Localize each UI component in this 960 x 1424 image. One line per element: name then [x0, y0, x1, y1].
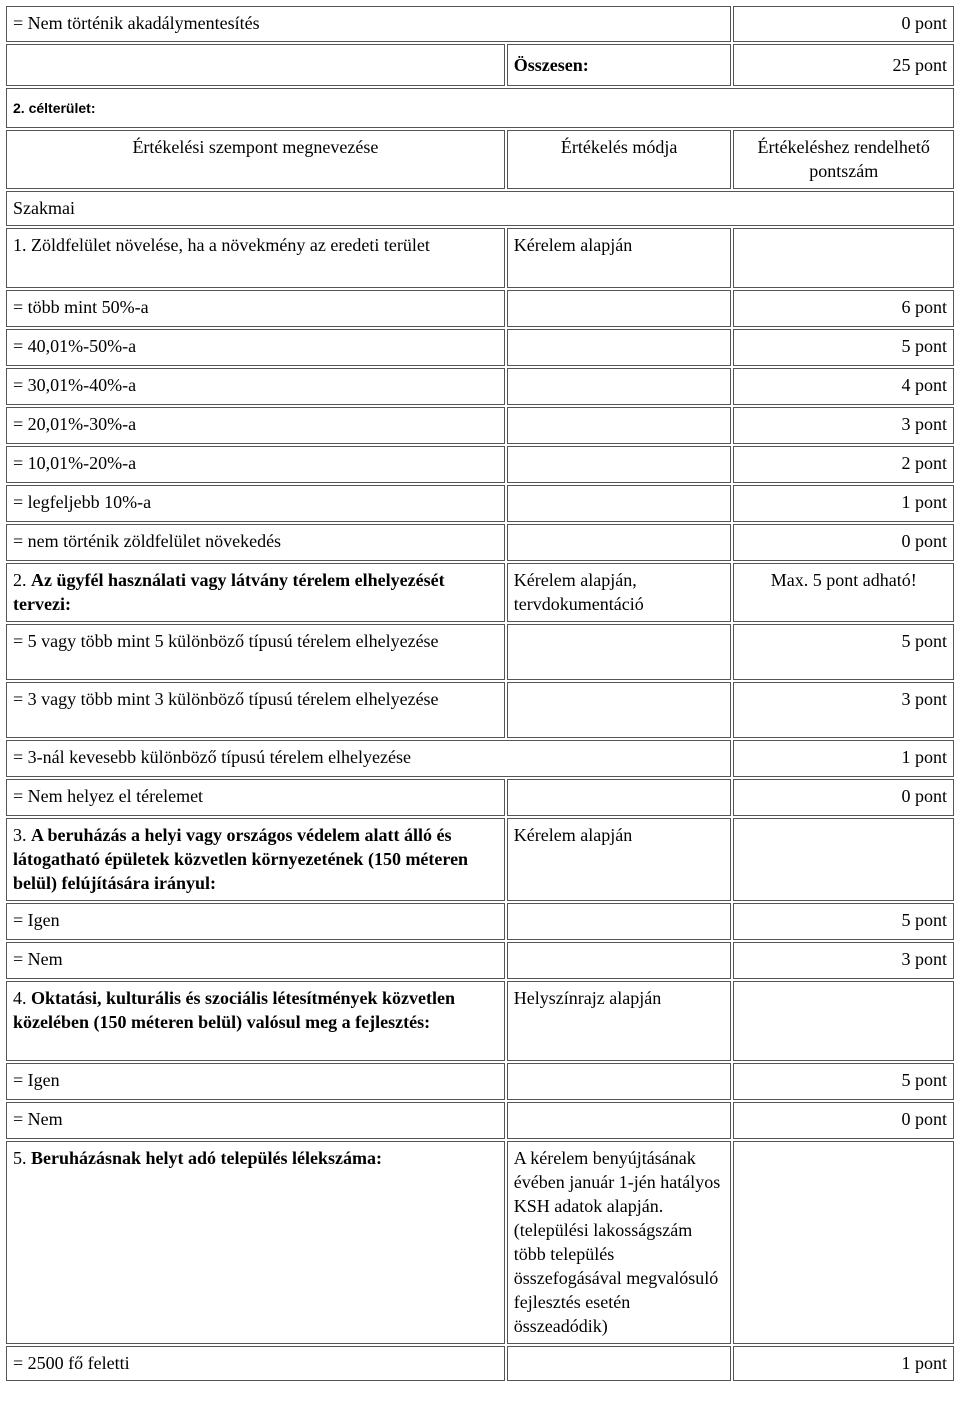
criterion-option: = 5 vagy több mint 5 különböző típusú térelem elhelyezése — [6, 624, 505, 680]
criterion-title: 4. Oktatási, kulturális és szociális létesítmények közvetlen közelében (150 méteren belül) valósul meg a fejlesztés: — [6, 981, 505, 1061]
empty-cell — [733, 228, 954, 288]
table-row — [6, 818, 954, 901]
empty-cell — [507, 1102, 732, 1139]
criterion-option: = 40,01%-50%-a — [6, 329, 505, 366]
criterion-option: = nem történik zöldfelület növekedés — [6, 524, 505, 561]
empty-cell — [507, 682, 732, 738]
points-value: 0 pont — [733, 779, 954, 816]
table-row — [6, 130, 954, 189]
table-row — [6, 1346, 954, 1381]
points-value: 1 pont — [733, 740, 954, 777]
criterion-option: = legfeljebb 10%-a — [6, 485, 505, 522]
empty-cell — [507, 290, 732, 327]
table-row — [6, 44, 954, 86]
empty-cell — [507, 624, 732, 680]
table-row — [6, 407, 954, 444]
table-row — [6, 981, 954, 1061]
points-value: 3 pont — [733, 407, 954, 444]
criterion-title: 1. Zöldfelület növelése, ha a növekmény az eredeti terület — [6, 228, 505, 288]
empty-cell — [507, 524, 732, 561]
table-row — [6, 903, 954, 940]
empty-cell — [507, 942, 732, 979]
table-row — [6, 1063, 954, 1100]
criterion-option: = Nem történik akadálymentesítés — [6, 6, 731, 42]
criterion-option: = Nem — [6, 942, 505, 979]
empty-cell — [507, 485, 732, 522]
evaluation-method: Kérelem alapján, tervdokumentáció — [507, 563, 732, 622]
criterion-title: 3. A beruházás a helyi vagy országos védelem alatt álló és látogatható épületek közvetlen környezetének (150 méteren belül) felújítására irányul: — [6, 818, 505, 901]
table-row — [6, 329, 954, 366]
criterion-option: = 3-nál kevesebb különböző típusú térelem elhelyezése — [6, 740, 731, 777]
points-value: 2 pont — [733, 446, 954, 483]
criterion-option: = Nem helyez el térelemet — [6, 779, 505, 816]
table-row — [6, 563, 954, 622]
header-criterion: Értékelési szempont megnevezése — [6, 130, 505, 189]
evaluation-method: Kérelem alapján — [507, 228, 732, 288]
empty-cell — [507, 446, 732, 483]
empty-cell — [507, 368, 732, 405]
total-points: 25 pont — [733, 44, 954, 86]
table-row — [6, 88, 954, 128]
criterion-title: 2. Az ügyfél használati vagy látvány térelem elhelyezését tervezi: — [6, 563, 505, 622]
points-value: 5 pont — [733, 903, 954, 940]
criterion-option: = 10,01%-20%-a — [6, 446, 505, 483]
empty-cell — [507, 1063, 732, 1100]
table-row — [6, 524, 954, 561]
points-value: 0 pont — [733, 524, 954, 561]
table-row — [6, 228, 954, 288]
criterion-option: = Nem — [6, 1102, 505, 1139]
empty-cell — [733, 818, 954, 901]
points-value: 3 pont — [733, 942, 954, 979]
points-value: 4 pont — [733, 368, 954, 405]
points-value: 1 pont — [733, 485, 954, 522]
criterion-option: = 3 vagy több mint 3 különböző típusú térelem elhelyezése — [6, 682, 505, 738]
category-label: Szakmai — [6, 191, 954, 226]
points-value: 5 pont — [733, 624, 954, 680]
empty-cell — [733, 981, 954, 1061]
table-row — [6, 368, 954, 405]
points-value: 5 pont — [733, 1063, 954, 1100]
points-value: 5 pont — [733, 329, 954, 366]
evaluation-method: Helyszínrajz alapján — [507, 981, 732, 1061]
points-value: 3 pont — [733, 682, 954, 738]
criterion-title: 5. Beruházásnak helyt adó település lélekszáma: — [6, 1141, 505, 1344]
criterion-option: = Igen — [6, 1063, 505, 1100]
empty-cell — [507, 407, 732, 444]
table-row — [6, 740, 954, 777]
section-heading: 2. célterület: — [6, 88, 954, 128]
points-value: 1 pont — [733, 1346, 954, 1381]
table-row — [6, 682, 954, 738]
header-points: Értékeléshez rendelhető pontszám — [733, 130, 954, 189]
table-row — [6, 446, 954, 483]
criterion-option: = több mint 50%-a — [6, 290, 505, 327]
table-row — [6, 485, 954, 522]
criterion-option: = 2500 fő feletti — [6, 1346, 505, 1381]
empty-cell — [507, 903, 732, 940]
scoring-table — [4, 4, 956, 1383]
points-value: 6 pont — [733, 290, 954, 327]
table-row — [6, 624, 954, 680]
empty-cell — [733, 1141, 954, 1344]
points-value: 0 pont — [733, 6, 954, 42]
points-value: 0 pont — [733, 1102, 954, 1139]
header-method: Értékelés módja — [507, 130, 732, 189]
empty-cell — [507, 779, 732, 816]
empty-cell — [6, 44, 505, 86]
table-row — [6, 290, 954, 327]
evaluation-method: Kérelem alapján — [507, 818, 732, 901]
evaluation-method: A kérelem benyújtásának évében január 1-jén hatályos KSH adatok alapján. (települési lakosságszám több település összefogásával megvalósuló fejlesztés esetén összeadódik) — [507, 1141, 732, 1344]
criterion-option: = Igen — [6, 903, 505, 940]
table-row — [6, 942, 954, 979]
table-row — [6, 6, 954, 42]
criterion-option: = 20,01%-30%-a — [6, 407, 505, 444]
table-row — [6, 1141, 954, 1344]
total-label: Összesen: — [507, 44, 732, 86]
empty-cell — [507, 1346, 732, 1381]
table-row — [6, 779, 954, 816]
empty-cell — [507, 329, 732, 366]
max-points: Max. 5 pont adható! — [733, 563, 954, 622]
table-row — [6, 191, 954, 226]
criterion-option: = 30,01%-40%-a — [6, 368, 505, 405]
table-row — [6, 1102, 954, 1139]
